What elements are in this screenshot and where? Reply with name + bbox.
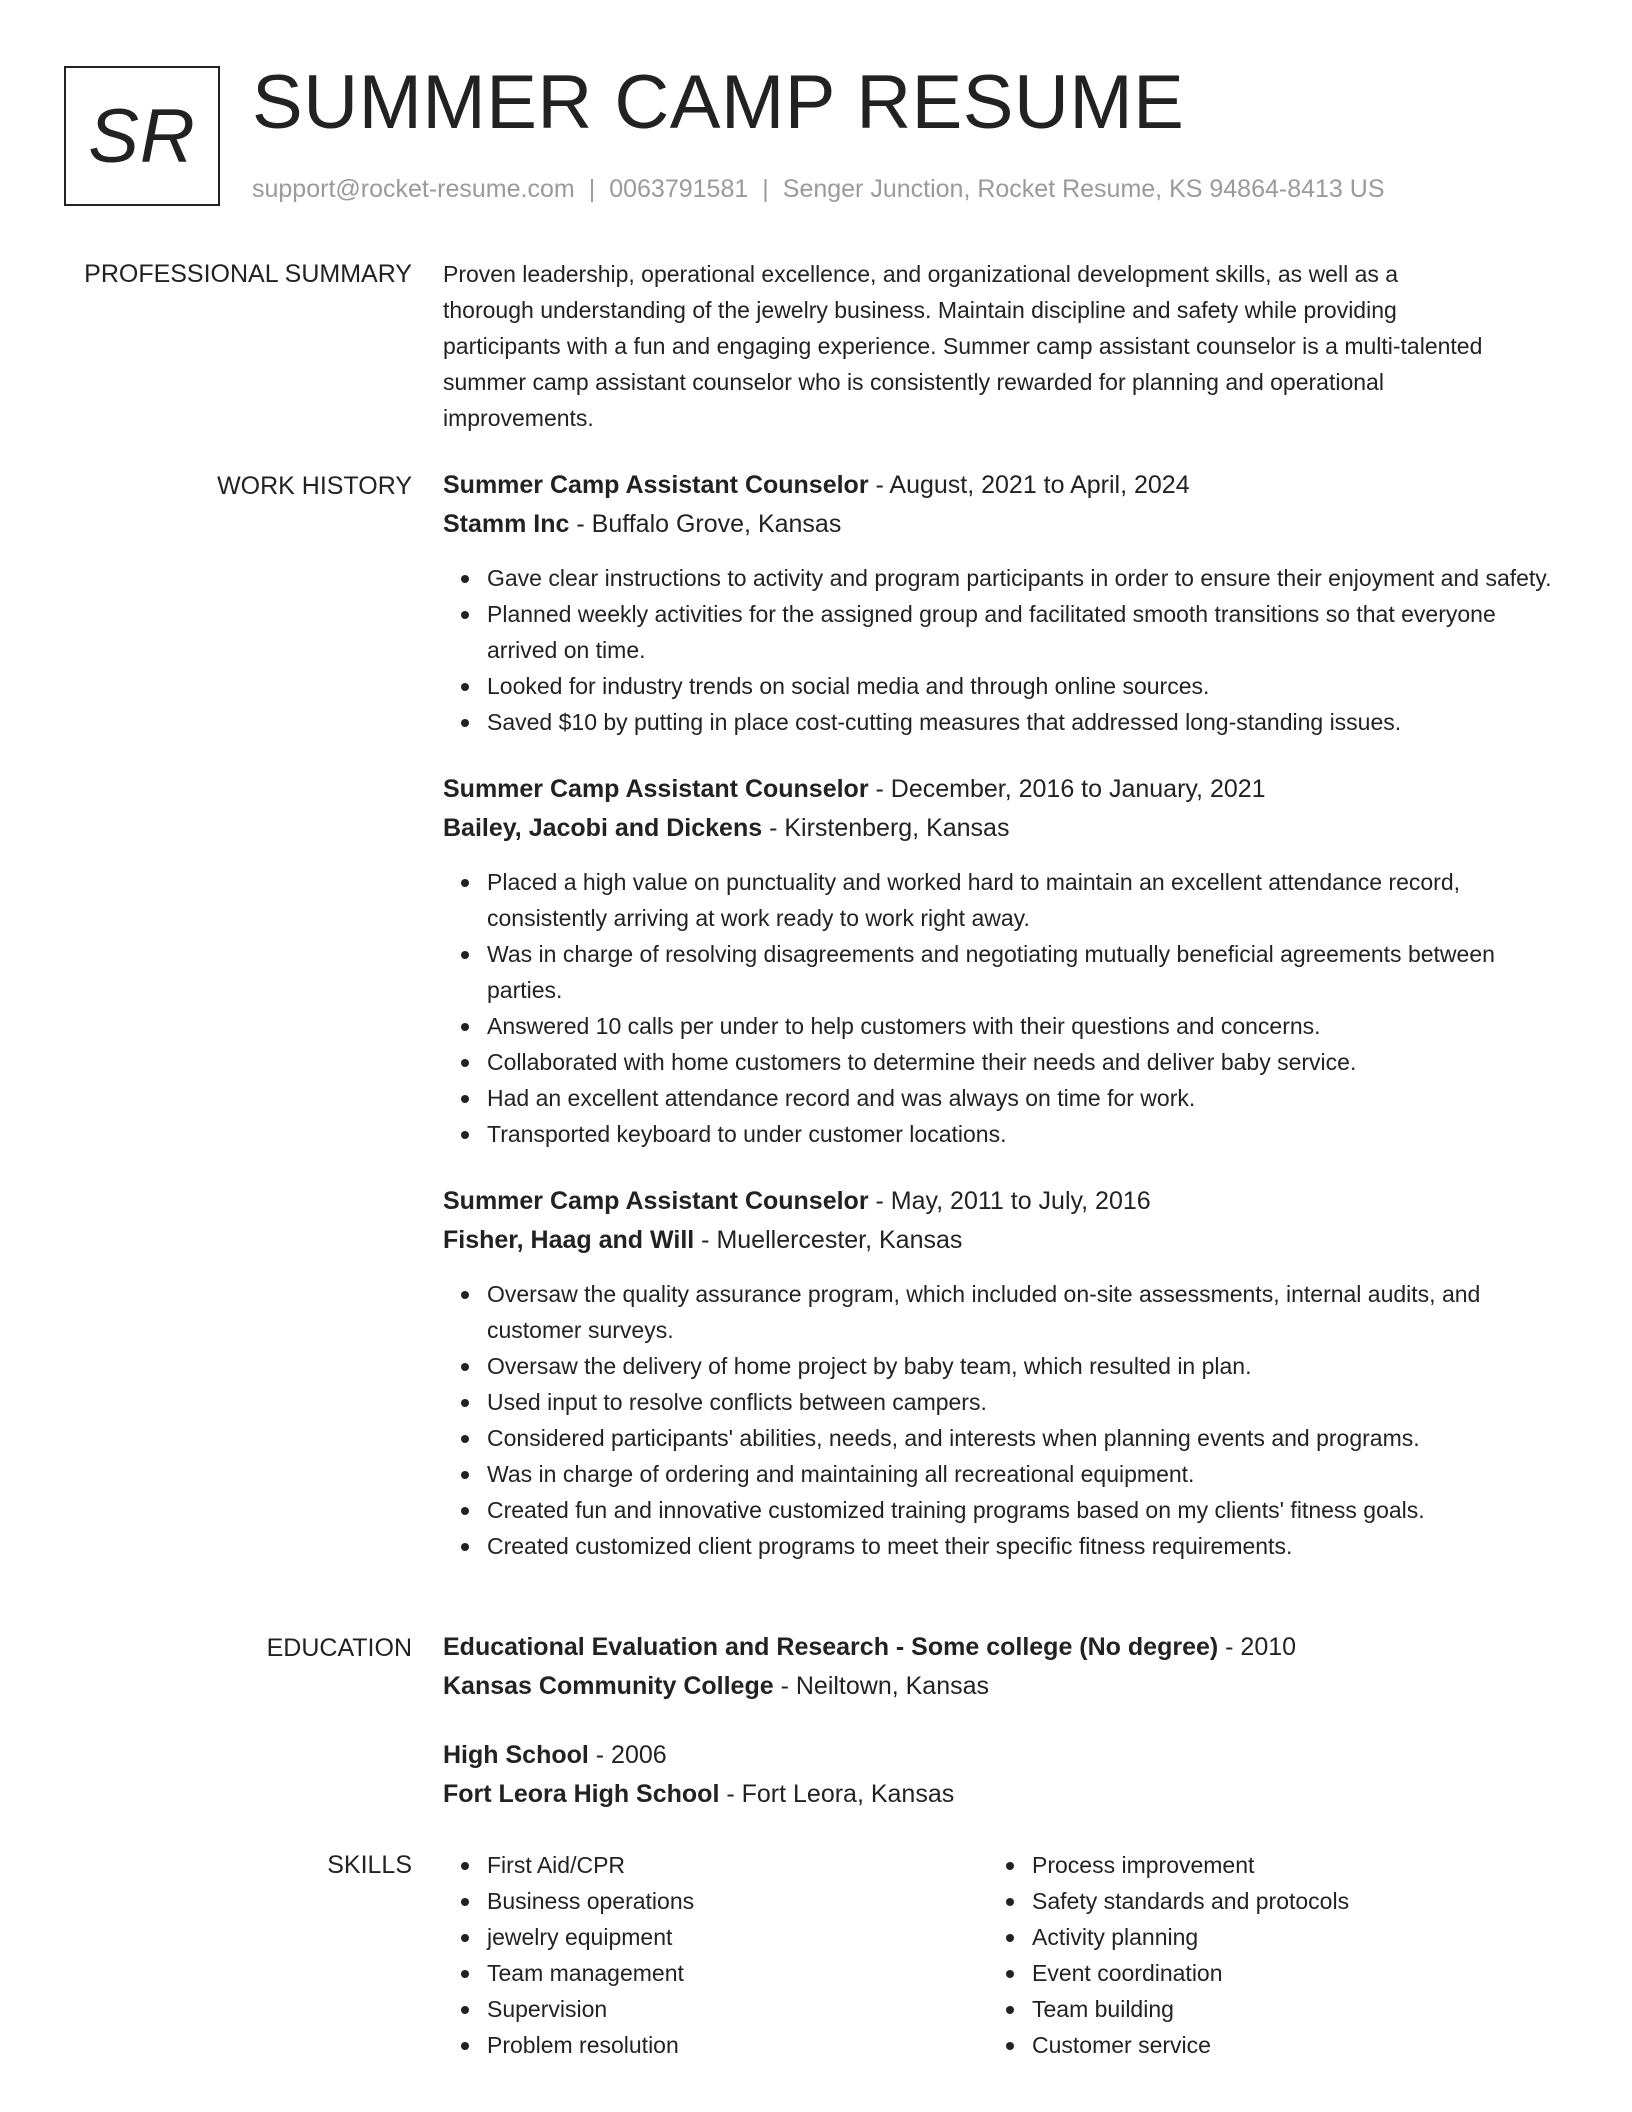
job-dates: - August, 2021 to April, 2024: [868, 471, 1190, 499]
skill-item: jewelry equipment: [487, 1919, 988, 1955]
job-company-line: [443, 809, 1563, 848]
job-bullet: Used input to resolve conflicts between campers.: [487, 1384, 1563, 1420]
job-bullet: Transported keyboard to under customer locations.: [487, 1116, 1563, 1152]
job-title-line: [443, 770, 1563, 809]
job-bullet: Was in charge of resolving disagreements and negotiating mutually beneficial agreements between parties.: [487, 936, 1563, 1008]
skill-item: Safety standards and protocols: [1032, 1883, 1533, 1919]
education-location: - Fort Leora, Kansas: [719, 1780, 955, 1808]
job-entry: [443, 466, 1563, 740]
skill-item: Team management: [487, 1955, 988, 1991]
education-school: Fort Leora High School: [443, 1780, 720, 1808]
job-company-line: [443, 1221, 1563, 1260]
skill-item: Customer service: [1032, 2027, 1533, 2063]
job-bullet: Looked for industry trends on social media and through online sources.: [487, 668, 1563, 704]
contact-email[interactable]: support@rocket-resume.com: [252, 175, 575, 203]
education-school: Kansas Community College: [443, 1672, 774, 1700]
job-title-line: [443, 466, 1563, 505]
job-company-line: [443, 505, 1563, 544]
skill-item: First Aid/CPR: [487, 1847, 988, 1883]
resume-title: SUMMER CAMP RESUME: [252, 60, 1185, 145]
job-bullet: Created customized client programs to meet their specific fitness requirements.: [487, 1528, 1563, 1564]
job-bullet: Had an excellent attendance record and was always on time for work.: [487, 1080, 1563, 1116]
job-dates: - December, 2016 to January, 2021: [868, 775, 1266, 803]
skill-item: Business operations: [487, 1883, 988, 1919]
contact-address: Senger Junction, Rocket Resume, KS 94864-8413 US: [782, 175, 1385, 203]
skill-item: Team building: [1032, 1991, 1533, 2027]
job-company: Bailey, Jacobi and Dickens: [443, 814, 763, 842]
education-degree: High School: [443, 1741, 589, 1769]
education-entry: [443, 1628, 1563, 1706]
education-degree: Educational Evaluation and Research - Some college (No degree): [443, 1633, 1219, 1661]
job-company: Fisher, Haag and Will: [443, 1226, 695, 1254]
job-location: - Kirstenberg, Kansas: [762, 814, 1010, 842]
job-bullet: Answered 10 calls per under to help customers with their questions and concerns.: [487, 1008, 1563, 1044]
job-title: Summer Camp Assistant Counselor: [443, 1187, 869, 1215]
skill-item: Activity planning: [1032, 1919, 1533, 1955]
contact-line: [252, 172, 1385, 206]
job-bullet: Created fun and innovative customized training programs based on my clients' fitness goals.: [487, 1492, 1563, 1528]
job-bullet: Collaborated with home customers to determine their needs and deliver baby service.: [487, 1044, 1563, 1080]
contact-separator: |: [762, 175, 769, 203]
education-entry: [443, 1736, 1563, 1814]
education-school-line: [443, 1667, 1563, 1706]
education-school-line: [443, 1775, 1563, 1814]
job-bullet: Oversaw the delivery of home project by baby team, which resulted in plan.: [487, 1348, 1563, 1384]
job-bullet: Placed a high value on punctuality and worked hard to maintain an excellent attendance record, consistently arriving at work ready to work right away.: [487, 864, 1563, 936]
contact-phone[interactable]: 0063791581: [609, 175, 749, 203]
skills-list-right: [988, 1847, 1533, 2063]
monogram-initials: SR: [88, 93, 196, 179]
skill-item: Problem resolution: [487, 2027, 988, 2063]
job-bullets: [443, 560, 1563, 740]
monogram-box: [64, 66, 220, 206]
skills-columns: [443, 1847, 1563, 2063]
job-bullet: Considered participants' abilities, needs, and interests when planning events and programs.: [487, 1420, 1563, 1456]
education-degree-line: [443, 1736, 1563, 1775]
skill-item: Supervision: [487, 1991, 988, 2027]
skill-item: Event coordination: [1032, 1955, 1533, 1991]
education-year: - 2010: [1218, 1633, 1297, 1661]
job-title: Summer Camp Assistant Counselor: [443, 471, 869, 499]
job-bullet: Was in charge of ordering and maintaining all recreational equipment.: [487, 1456, 1563, 1492]
job-title: Summer Camp Assistant Counselor: [443, 775, 869, 803]
skills-list-left: [443, 1847, 988, 2063]
job-company: Stamm Inc: [443, 510, 570, 538]
education-degree-line: [443, 1628, 1563, 1667]
education-year: - 2006: [588, 1741, 667, 1769]
job-bullet: Planned weekly activities for the assigned group and facilitated smooth transitions so that everyone arrived on time.: [487, 596, 1563, 668]
job-entry: [443, 1182, 1563, 1564]
section-heading-skills: SKILLS: [327, 1851, 412, 1879]
education-location: - Neiltown, Kansas: [773, 1672, 990, 1700]
job-location: - Muellercester, Kansas: [694, 1226, 963, 1254]
summary-text: Proven leadership, operational excellence, and organizational development skills, as well as a thorough understanding of the jewelry business. Maintain discipline and safety while providing participants with a fun and engaging experience. Summer camp assistant counselor is a multi-talented summer camp assistant counselor who is consistently rewarded for planning and operational improvements.: [443, 261, 1483, 431]
section-heading-work-history: WORK HISTORY: [217, 472, 412, 500]
job-entry: [443, 770, 1563, 1152]
job-bullet: Saved $10 by putting in place cost-cutting measures that addressed long-standing issues.: [487, 704, 1563, 740]
job-location: - Buffalo Grove, Kansas: [569, 510, 842, 538]
section-heading-summary: PROFESSIONAL SUMMARY: [84, 260, 412, 288]
job-dates: - May, 2011 to July, 2016: [868, 1187, 1151, 1215]
job-bullet: Oversaw the quality assurance program, which included on-site assessments, internal audits, and customer surveys.: [487, 1276, 1563, 1348]
job-bullets: [443, 864, 1563, 1152]
job-bullet: Gave clear instructions to activity and program participants in order to ensure their enjoyment and safety.: [487, 560, 1563, 596]
job-title-line: [443, 1182, 1563, 1221]
job-bullets: [443, 1276, 1563, 1564]
section-heading-education: EDUCATION: [266, 1634, 412, 1662]
skill-item: Process improvement: [1032, 1847, 1533, 1883]
contact-separator: |: [588, 175, 596, 203]
